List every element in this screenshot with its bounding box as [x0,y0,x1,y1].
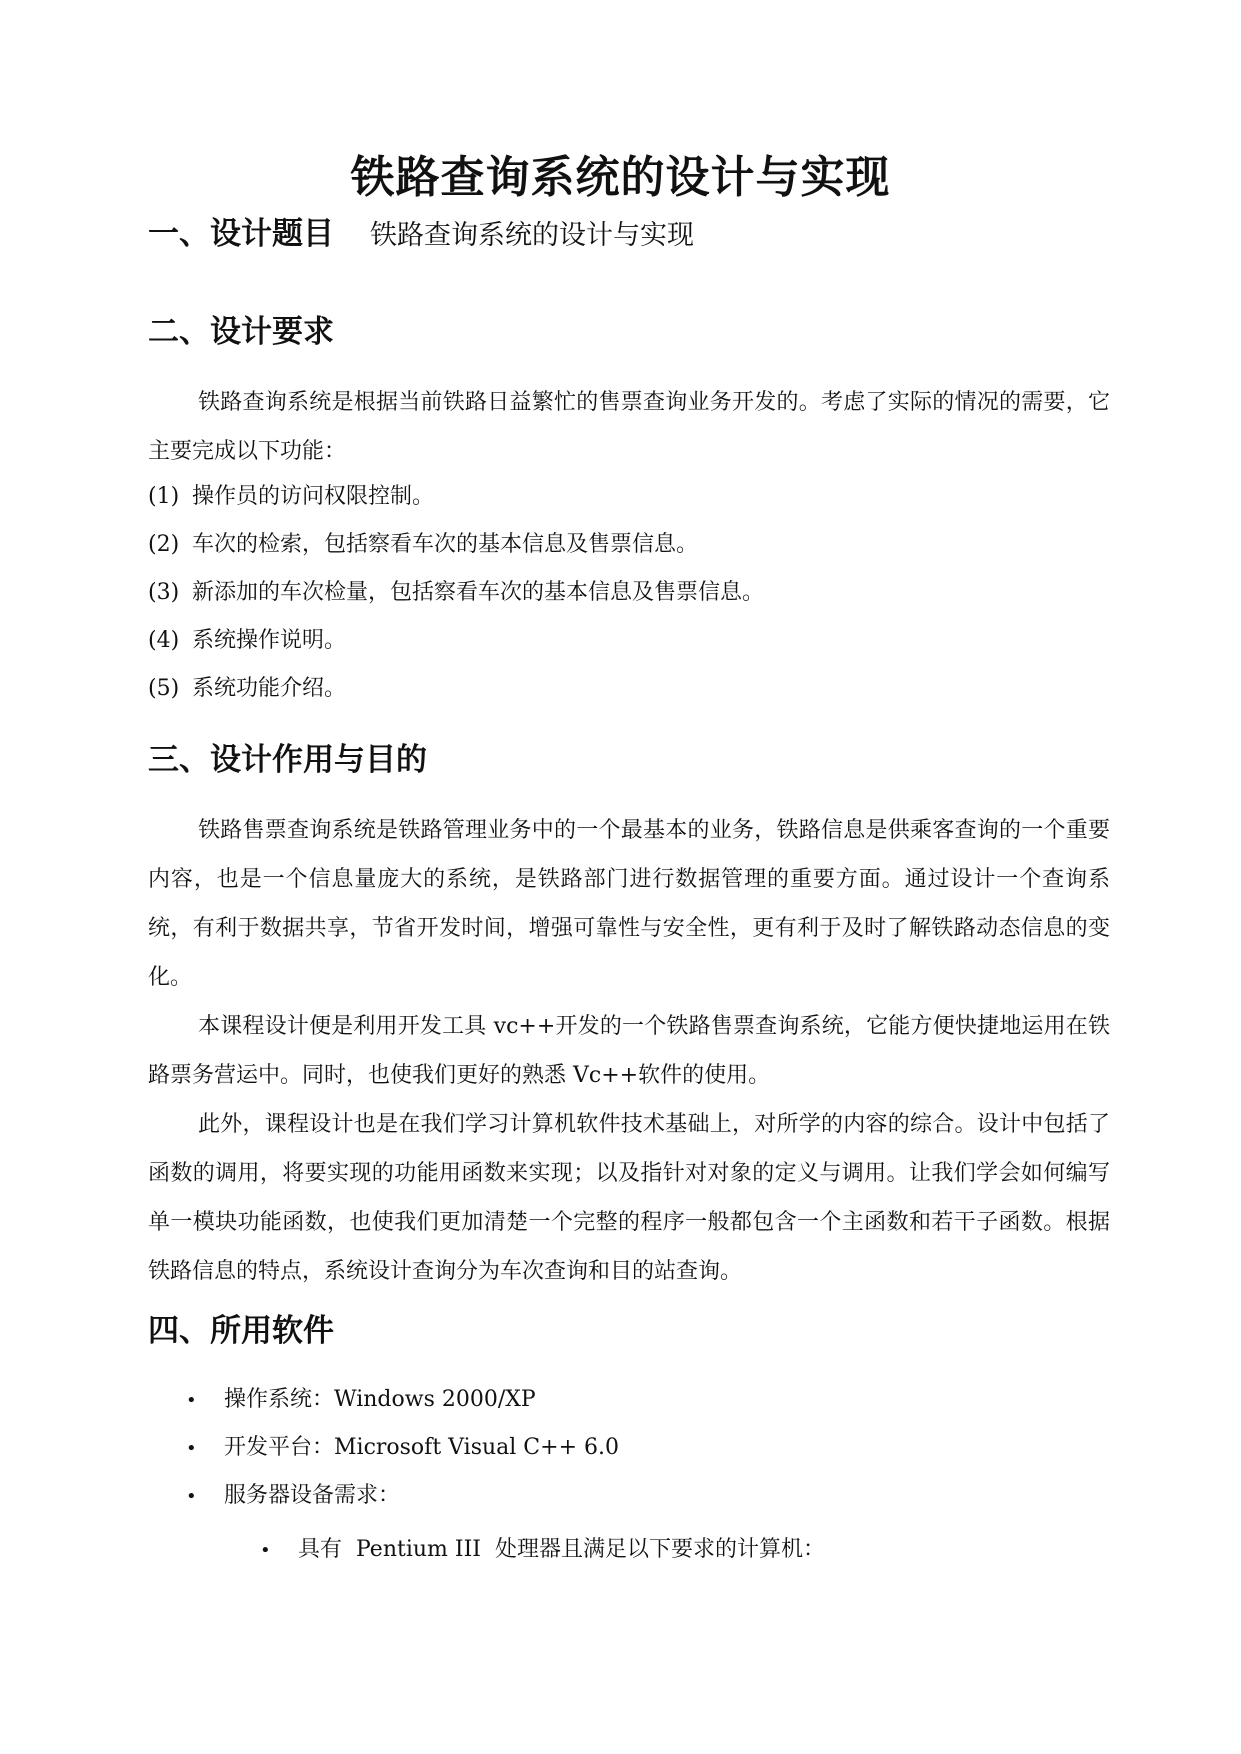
bullet-icon: • [186,1390,197,1411]
requirement-number: (5) [148,676,180,701]
requirement-item-5 [148,669,346,709]
section-3-paragraph-2: 本课程设计便是利用开发工具 vc++开发的一个铁路售票查询系统，它能方便快捷地运用在铁路票务营运中。同时，也使我们更好的熟悉 Vc++软件的使用。 [148,1014,1110,1088]
software-item-server [186,1476,400,1517]
section-3-heading: 三、设计作用与目的 [148,742,427,778]
section-2-heading: 二、设计要求 [148,314,334,350]
requirement-item-2 [148,525,698,565]
requirement-text: 车次的检索，包括察看车次的基本信息及售票信息。 [192,532,699,557]
document-title: 铁路查询系统的设计与实现 [350,152,891,203]
bullet-icon: • [186,1486,197,1507]
bullet-icon: • [260,1540,271,1561]
requirement-item-4 [148,621,346,661]
requirement-text: 系统功能介绍。 [192,676,347,701]
section-1-subject: 铁路查询系统的设计与实现 [370,220,694,251]
section-3-paragraph-3: 此外，课程设计也是在我们学习计算机软件技术基础上，对所学的内容的综合。设计中包括了函数的调用，将要实现的功能用函数来实现；以及指针对对象的定义与调用。让我们学会如何编写单一模块功能函数，也使我们更加清楚一个完整的程序一般都包含一个主函数和若干子函数。根据铁路信息的特点，系统设计查询分为车次查询和目的站查询。 [148,1112,1110,1284]
server-requirement-item [260,1530,825,1571]
section-1-heading: 一、设计题目 [148,216,334,252]
requirement-item-3 [148,573,764,613]
requirement-number: (2) [148,532,180,557]
requirement-number: (3) [148,580,180,605]
requirement-number: (1) [148,484,180,509]
requirement-text: 系统操作说明。 [192,628,347,653]
section-2-intro: 铁路查询系统是根据当前铁路日益繁忙的售票查询业务开发的。考虑了实际的情况的需要，它主要完成以下功能： [148,390,1110,464]
software-item-text: 操作系统：Windows 2000/XP [224,1387,536,1412]
section-4-heading: 四、所用软件 [148,1313,334,1349]
section-1-heading-row [148,214,694,256]
requirement-item-1 [148,477,434,517]
requirement-number: (4) [148,628,180,653]
software-item-platform [186,1428,619,1469]
bullet-icon: • [186,1438,197,1459]
section-3-paragraph-1: 铁路售票查询系统是铁路管理业务中的一个最基本的业务，铁路信息是供乘客查询的一个重要内容，也是一个信息量庞大的系统，是铁路部门进行数据管理的重要方面。通过设计一个查询系统，有利于数据共享，节省开发时间，增强可靠性与安全性，更有利于及时了解铁路动态信息的变化。 [148,818,1110,990]
software-item-text: 开发平台：Microsoft Visual C++ 6.0 [224,1435,619,1460]
server-requirement-text: 具有 Pentium III 处理器且满足以下要求的计算机： [298,1537,825,1562]
requirement-text: 新添加的车次检量，包括察看车次的基本信息及售票信息。 [192,580,765,605]
requirement-text: 操作员的访问权限控制。 [192,484,435,509]
software-item-text: 服务器设备需求： [224,1483,401,1508]
software-item-os [186,1380,536,1421]
